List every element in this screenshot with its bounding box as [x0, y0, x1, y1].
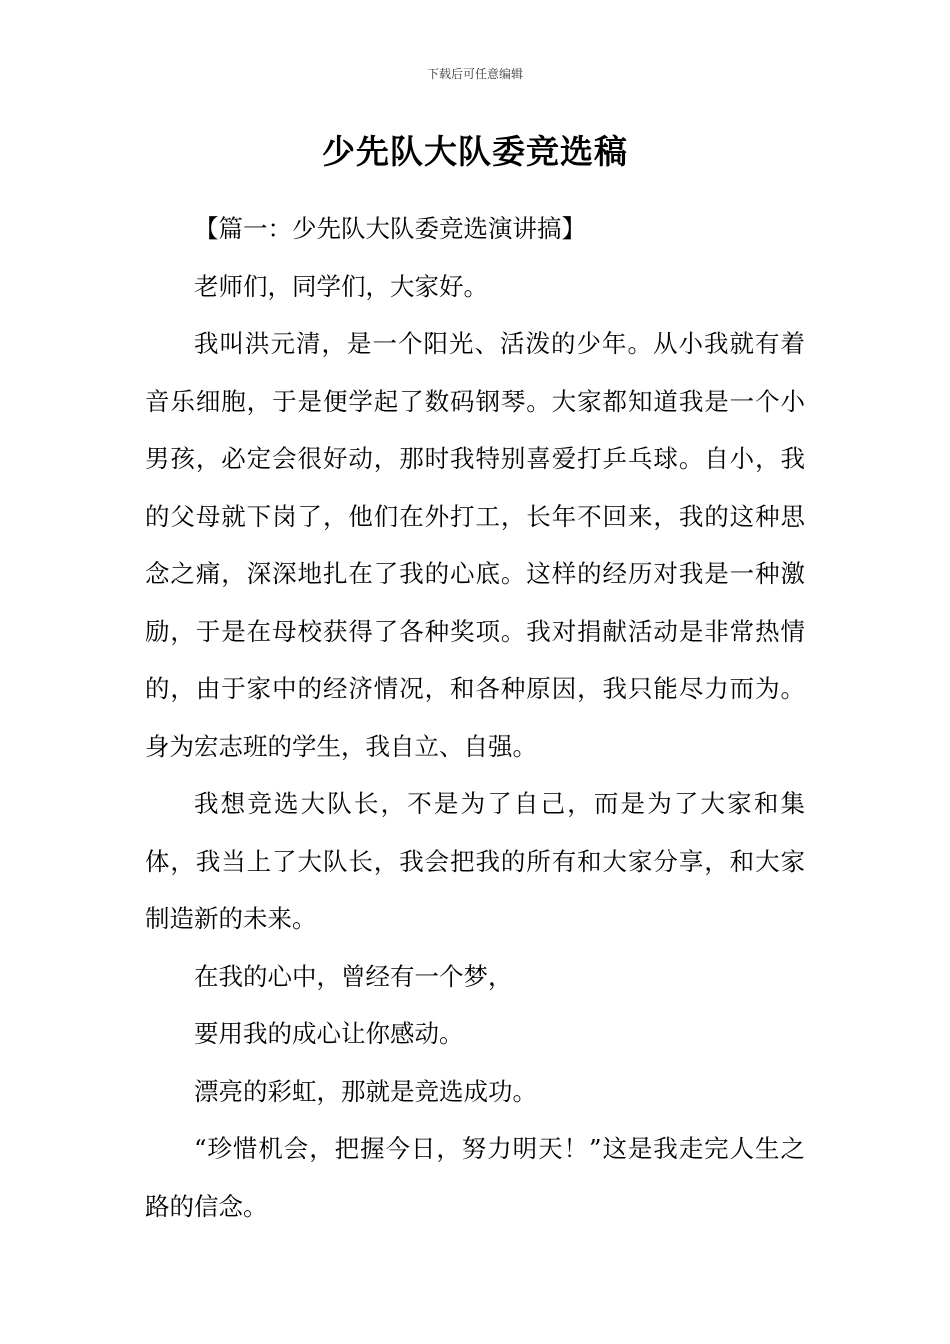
- poem-line: 漂亮的彩虹，那就是竞选成功。: [194, 1076, 537, 1106]
- poem-line: 要用我的成心让你感动。: [194, 1019, 464, 1048]
- motto-paragraph: “珍惜机会，把握今日，努力明天！”这是我走完人生之路的信念。: [145, 1134, 805, 1221]
- motivation-paragraph: 我想竞选大队长，不是为了自己，而是为了大家和集体，我当上了大队长，我会把我的所有和大家分享，和大家制造新的未来。: [145, 789, 805, 933]
- intro-paragraph: 我叫洪元清，是一个阳光、活泼的少年。从小我就有着音乐细胞，于是便学起了数码钢琴。大家都知道我是一个小男孩，必定会很好动，那时我特别喜爱打乒乓球。自小，我的父母就下岗了，他们在外打工，长年不回来，我的这种思念之痛，深深地扎在了我的心底。这样的经历对我是一种激励，于是在母校获得了各种奖项。我对捐献活动是非常热情的，由于家中的经济情况，和各种原因，我只能尽力而为。身为宏志班的学生，我自立、自强。: [145, 329, 805, 761]
- header-note: 下载后可任意编辑: [426, 67, 523, 81]
- document-body: [145, 200, 805, 1235]
- document-title: 少先队大队委竞选稿: [322, 132, 628, 171]
- section-heading: 【篇一：少先队大队委竞选演讲搞】: [194, 214, 586, 243]
- greeting-paragraph: 老师们，同学们，大家好。: [194, 271, 488, 301]
- poem-line: 在我的心中，曾经有一个梦，: [194, 961, 513, 991]
